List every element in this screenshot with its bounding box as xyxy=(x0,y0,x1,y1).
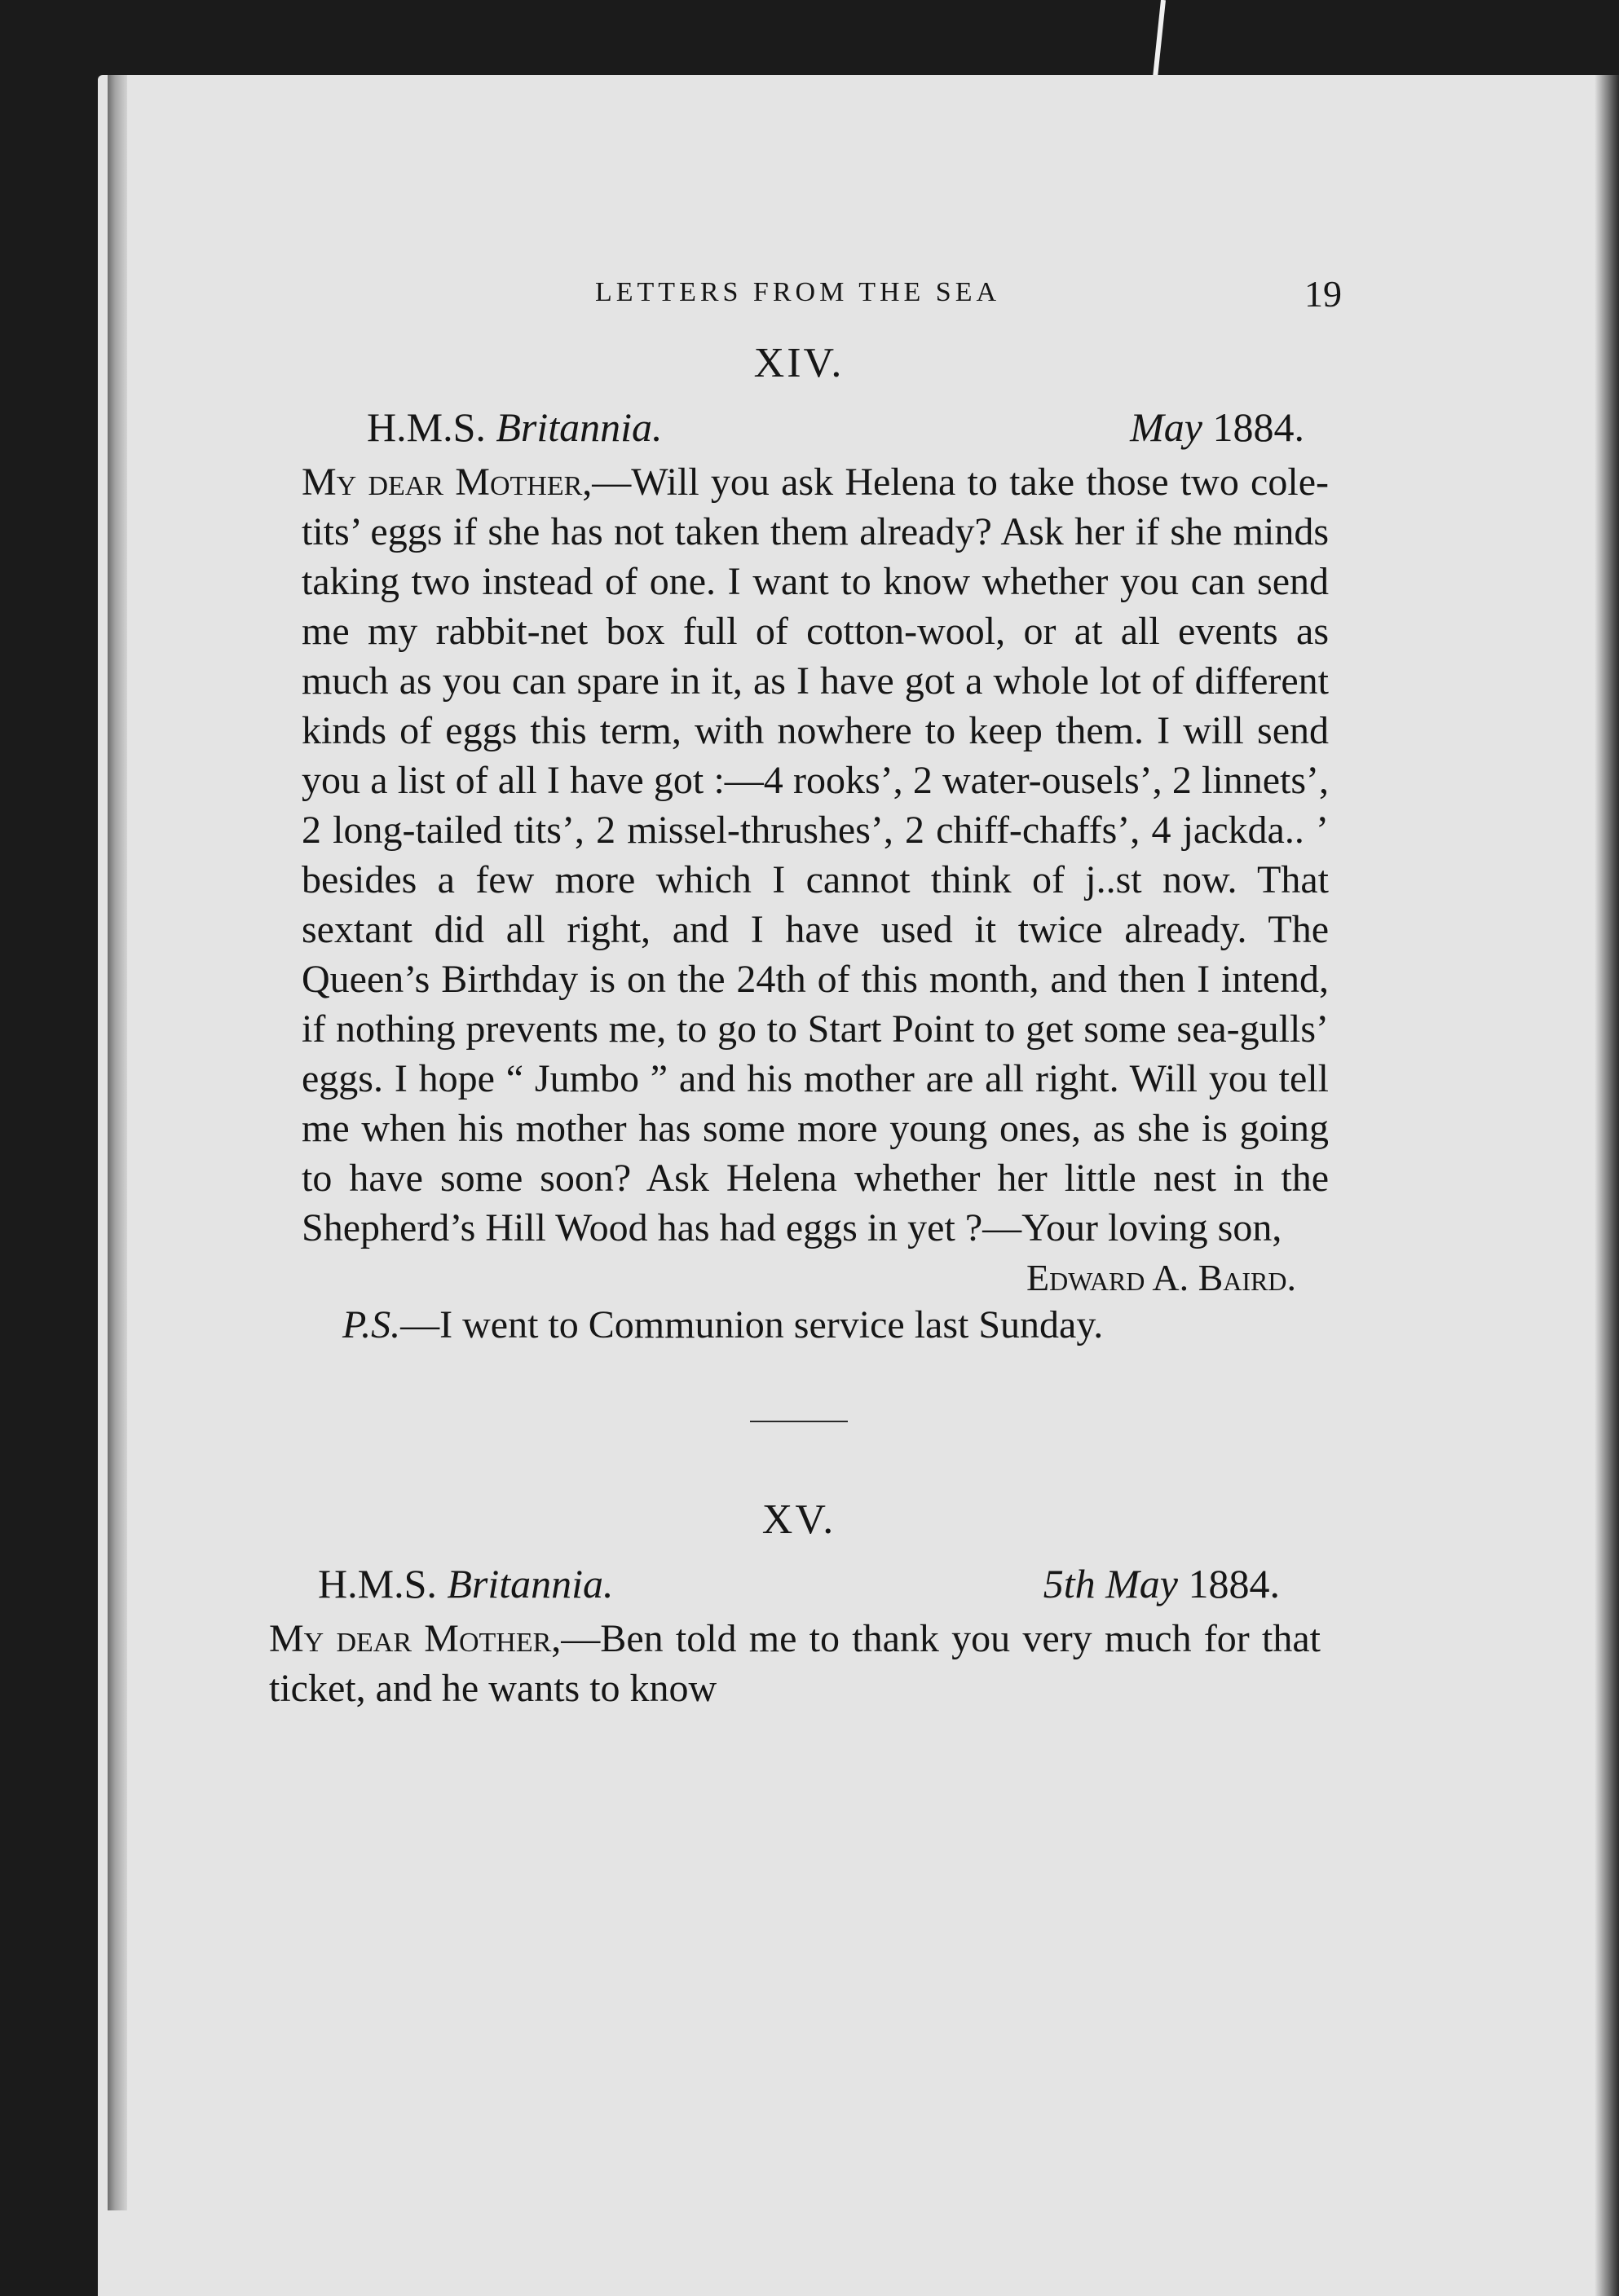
ship-prefix: H.M.S. xyxy=(318,1561,437,1606)
letter-date xyxy=(1043,1560,1280,1607)
letter-dateline xyxy=(261,1560,1337,1607)
date-month: May xyxy=(1105,1561,1178,1606)
running-head xyxy=(261,261,1342,315)
letter-xiv xyxy=(261,339,1337,1347)
letter-date xyxy=(1130,403,1304,451)
letter-body-text: —Ben told me to thank you very much for that ticket, and he wants to know xyxy=(269,1617,1321,1710)
date-year: 1884. xyxy=(1188,1561,1280,1606)
letter-ship xyxy=(318,1560,614,1607)
postscript-text: —I went to Communion service last Sunday. xyxy=(400,1303,1104,1346)
letter-body xyxy=(269,1614,1321,1713)
book-spine-shadow xyxy=(108,75,127,2210)
letter-number: XIV. xyxy=(753,340,845,386)
letter-body-text: —Will you ask Helena to take those two cole-tits’ eggs if she has not taken them already? Ask her if she minds taking two instead of one. I want to know whether you can send me my rabbit-net box full of cotton-wool, or at all events as much as you can spare in it, as I have got a whole lot of different kinds of eggs this term, with nowhere to keep them. I will send you a list of all I have got :—4 rooks’, 2 water-ousels’, 2 linnets’, 2 long-tailed tits’, 2 missel-thrushes’, 2 chiff-chaffs’, 4 jackda.. ’ besides a few more which I cannot think of j..st now. That sextant did all right, and I have used it twice already. The Queen’s Birthday is on the 24th of this month, and then I intend, if nothing prevents me, to go to Start Point to get some sea-gulls’ eggs. I hope “ Jumbo ” and his mother are all right. Will you tell me when his mother has some more young ones, as she is going to have some soon? Ask Helena whether her little nest in the Shepherd’s Hill Wood has had eggs in yet ?—Your loving son, xyxy=(302,461,1329,1249)
letter-signature: Edward A. Baird. xyxy=(1026,1257,1296,1298)
page-right-edge-shadow xyxy=(1595,75,1619,2296)
letter-salutation: My dear Mother, xyxy=(302,461,593,504)
letter-postscript xyxy=(261,1302,1337,1347)
date-year: 1884. xyxy=(1212,404,1304,450)
section-divider xyxy=(750,1421,848,1422)
page-content xyxy=(261,261,1342,1713)
letter-salutation: My dear Mother, xyxy=(269,1617,562,1660)
date-day: 5th xyxy=(1043,1561,1096,1606)
letter-body xyxy=(302,457,1329,1253)
postscript-label: P.S. xyxy=(342,1303,401,1346)
date-month: May xyxy=(1130,404,1202,450)
letter-xv xyxy=(261,1496,1337,1713)
page-number: 19 xyxy=(1304,273,1342,315)
ship-name: Britannia. xyxy=(496,404,663,450)
letter-dateline xyxy=(261,403,1337,451)
running-head-title: LETTERS FROM THE SEA xyxy=(595,277,1001,307)
letter-ship xyxy=(367,403,663,451)
ship-name: Britannia. xyxy=(447,1561,614,1606)
letter-number: XV. xyxy=(761,1496,836,1543)
ship-prefix: H.M.S. xyxy=(367,404,486,450)
